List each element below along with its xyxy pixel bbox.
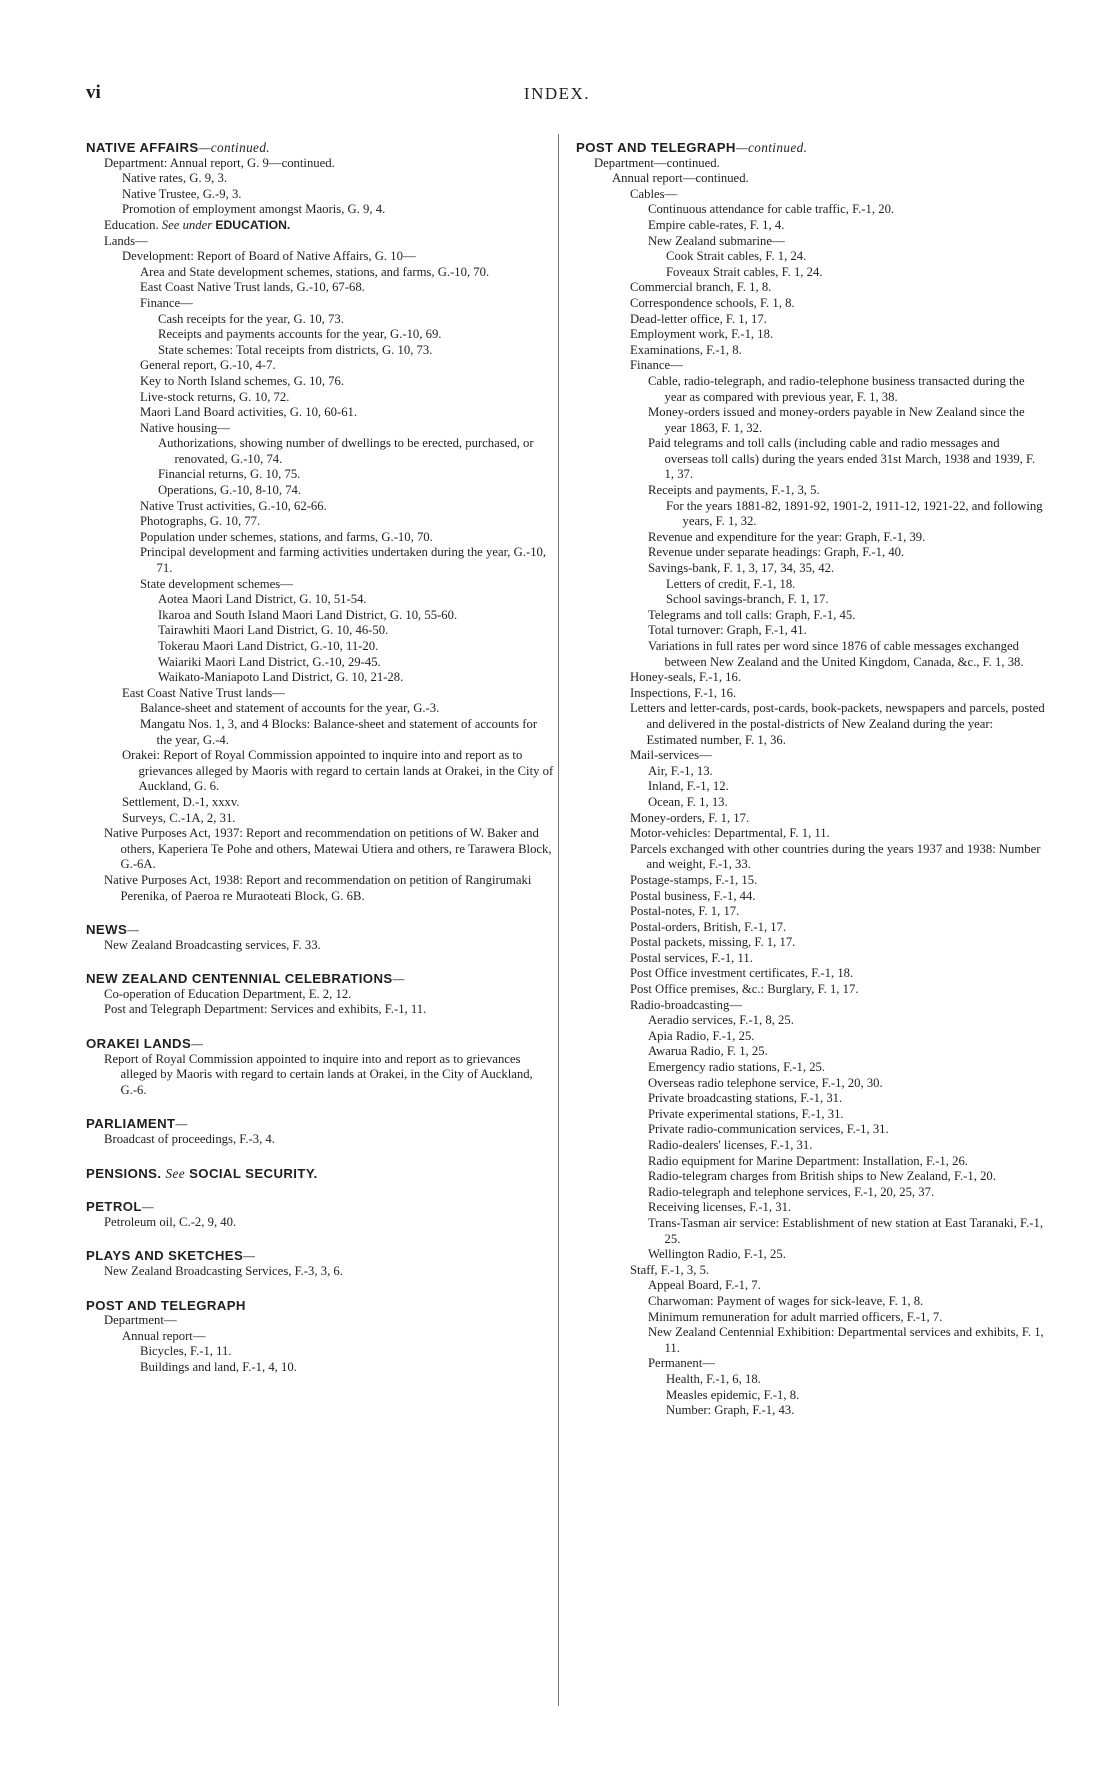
entry-text: Native Trustee, G.-9, 3. (122, 186, 242, 201)
entry-text: Postal services, F.-1, 11. (630, 950, 753, 965)
entry-text: School savings-branch, F. 1, 17. (666, 592, 829, 607)
entry-text: Population under schemes, stations, and farms, G.-10, 70. (140, 529, 433, 544)
see-reference-label: See under (161, 217, 213, 232)
entry-text: Post and Telegraph Department: Services and exhibits, F.-1, 11. (104, 1002, 427, 1017)
index-entry (104, 1215, 554, 1231)
index-entry (648, 218, 1046, 234)
index-entry (122, 686, 554, 702)
entry-text: Foveaux Strait cables, F. 1, 24. (666, 264, 823, 279)
entry-text: Promotion of employment amongst Maoris, G. 9, 4. (122, 202, 386, 217)
index-entry (648, 623, 1046, 639)
entry-text: Correspondence schools, F. 1, 8. (630, 295, 795, 310)
index-heading (576, 140, 1046, 156)
index-entry (140, 701, 554, 717)
index-entry (140, 545, 554, 576)
index-entry (158, 592, 554, 608)
entry-text: Area and State development schemes, stations, and farms, G.-10, 70. (140, 264, 490, 279)
index-entry (648, 1029, 1046, 1045)
index-entry (140, 1360, 554, 1376)
index-column-left (86, 140, 554, 1376)
entry-text: Inspections, F.-1, 16. (630, 685, 737, 700)
index-entry (140, 358, 554, 374)
index-entry (648, 779, 1046, 795)
index-entry (104, 826, 554, 873)
entry-text: Measles epidemic, F.-1, 8. (666, 1387, 800, 1402)
index-entry (140, 530, 554, 546)
index-entry (104, 1002, 554, 1018)
entry-text: Tairawhiti Maori Land District, G. 10, 46-50. (158, 623, 389, 638)
entry-text: Continuous attendance for cable traffic, F.-1, 20. (648, 202, 895, 217)
entry-text: Money-orders, F. 1, 17. (630, 810, 750, 825)
index-entry (140, 421, 554, 437)
entry-text: Radio-dealers' licenses, F.-1, 31. (648, 1138, 813, 1152)
entry-text: New Zealand Centennial Exhibition: Departmental services and exhibits, F. 1, 11. (648, 1325, 1044, 1355)
index-entry (648, 530, 1046, 546)
index-entry (122, 249, 554, 265)
entry-text: Radio-telegram charges from British ships to New Zealand, F.-1, 20. (648, 1169, 996, 1184)
entry-text: Annual report— (122, 1328, 206, 1343)
entry-text: Surveys, C.-1A, 2, 31. (122, 810, 236, 825)
index-entry (158, 639, 554, 655)
entry-text: Finance— (140, 295, 193, 310)
entry-text: Post Office premises, &c.: Burglary, F. 1, 17. (630, 982, 859, 997)
entry-text: East Coast Native Trust lands— (122, 685, 285, 700)
index-entry (122, 1329, 554, 1345)
entry-text: Department: Annual report, G. 9—continued. (104, 155, 335, 170)
entry-text: Honey-seals, F.-1, 16. (630, 670, 742, 685)
index-entry (140, 405, 554, 421)
entry-text: Radio equipment for Marine Department: Installation, F.-1, 26. (648, 1153, 968, 1168)
entry-text: Native Purposes Act, 1938: Report and recommendation on petition of Rangirumaki Perenika, of Paeroa re Muraoteati Block, G. 6B. (104, 872, 532, 903)
entry-text: Post Office investment certificates, F.-1, 18. (630, 966, 854, 981)
heading-suffix: — (243, 1248, 256, 1264)
entry-text: Petroleum oil, C.-2, 9, 40. (104, 1214, 237, 1229)
index-entry (158, 312, 554, 328)
entry-text: For the years 1881-82, 1891-92, 1901-2, 1911-12, 1921-22, and following years, F. 1, 32. (666, 498, 1043, 529)
index-heading (86, 1166, 554, 1182)
index-entry (630, 701, 1046, 748)
heading-text: NEW ZEALAND CENTENNIAL CELEBRATIONS (86, 971, 393, 987)
index-entry (158, 436, 554, 467)
index-entry (104, 873, 554, 904)
index-entry (158, 655, 554, 671)
entry-text: Postal-orders, British, F.-1, 17. (630, 919, 787, 934)
entry-text: Employment work, F.-1, 18. (630, 327, 774, 342)
index-entry (630, 842, 1046, 873)
entry-text: Cash receipts for the year, G. 10, 73. (158, 311, 344, 326)
index-entry (104, 987, 554, 1003)
heading-text: POST AND TELEGRAPH (86, 1297, 246, 1313)
entry-text: Awarua Radio, F. 1, 25. (648, 1044, 768, 1059)
index-entry (104, 1313, 554, 1329)
index-entry (140, 514, 554, 530)
index-entry (630, 312, 1046, 328)
index-entry (648, 795, 1046, 811)
index-entry (630, 187, 1046, 203)
heading-suffix: — (127, 922, 140, 938)
index-entry (140, 717, 554, 748)
entry-text: Ikaroa and South Island Maori Land District, G. 10, 55-60. (158, 607, 458, 622)
index-entry (666, 1372, 1046, 1388)
entry-text: Buildings and land, F.-1, 4, 10. (140, 1359, 297, 1374)
entry-text: Mangatu Nos. 1, 3, and 4 Blocks: Balance-sheet and statement of accounts for the year, G.-4. (140, 716, 538, 747)
index-entry (666, 499, 1046, 530)
entry-text: Department—continued. (594, 155, 720, 170)
entry-text: Live-stock returns, G. 10, 72. (140, 389, 290, 404)
index-entry (630, 343, 1046, 359)
index-entry (140, 280, 554, 296)
heading-suffix: — (141, 1199, 155, 1215)
index-column-right (576, 140, 1046, 1419)
index-entry (122, 187, 554, 203)
entry-text: Paid telegrams and toll calls (including cable and radio messages and overseas toll calls) during the years ended 31st March, 1938 and 1939, F. 1, 37. (648, 436, 1036, 482)
entry-text: Bicycles, F.-1, 11. (140, 1344, 232, 1359)
index-entry (648, 1278, 1046, 1294)
index-entry (630, 1263, 1046, 1279)
index-entry (648, 561, 1046, 577)
index-entry (594, 156, 1046, 172)
index-entry (648, 1247, 1046, 1263)
entry-text: Radio-broadcasting— (630, 997, 743, 1012)
entry-text: Settlement, D.-1, xxxv. (122, 794, 240, 809)
index-entry (158, 343, 554, 359)
entry-text: Lands— (104, 233, 148, 248)
entry-text: Finance— (630, 358, 683, 373)
entry-text: Financial returns, G. 10, 75. (158, 467, 301, 482)
entry-text: Overseas radio telephone service, F.-1, 20, 30. (648, 1075, 883, 1090)
index-entry (630, 935, 1046, 951)
entry-text: New Zealand Broadcasting services, F. 33. (104, 937, 321, 952)
entry-text: Native rates, G. 9, 3. (122, 171, 227, 186)
index-entry (630, 873, 1046, 889)
entry-text: Cable, radio-telegraph, and radio-telephone business transacted during the year as compared with previous year, F. 1, 38. (648, 373, 1025, 404)
index-entry (140, 499, 554, 515)
index-entry (104, 218, 554, 234)
index-entry (648, 234, 1046, 250)
entry-text: Photographs, G. 10, 77. (140, 514, 261, 529)
index-entry (648, 1310, 1046, 1326)
entry-text: Parcels exchanged with other countries during the years 1937 and 1938: Number and weight, F.-1, 33. (630, 841, 1041, 872)
entry-text: Health, F.-1, 6, 18. (666, 1371, 761, 1386)
index-entry (122, 202, 554, 218)
index-heading (86, 1036, 554, 1052)
entry-text: Native housing— (140, 420, 230, 435)
index-heading (86, 1199, 554, 1215)
index-entry (648, 1185, 1046, 1201)
index-entry (140, 577, 554, 593)
index-entry (630, 982, 1046, 998)
entry-text: Annual report—continued. (612, 171, 749, 186)
index-entry (648, 1060, 1046, 1076)
index-entry (648, 1044, 1046, 1060)
index-entry (140, 265, 554, 281)
index-entry (648, 1154, 1046, 1170)
entry-text: Trans-Tasman air service: Establishment of new station at East Taranaki, F.-1, 25. (648, 1215, 1044, 1246)
entry-text: Authorizations, showing number of dwellings to be erected, purchased, or renovated, G.-10, 74. (158, 436, 534, 466)
index-entry (648, 436, 1046, 483)
entry-text: Revenue and expenditure for the year: Graph, F.-1, 39. (648, 529, 926, 544)
index-heading (86, 971, 554, 987)
page-number: vi (86, 82, 101, 103)
index-entry (104, 156, 554, 172)
index-entry (104, 1264, 554, 1280)
index-entry (158, 467, 554, 483)
index-heading (86, 1298, 554, 1314)
entry-text: Mail-services— (630, 748, 712, 763)
entry-text: Postal packets, missing, F. 1, 17. (630, 935, 796, 950)
entry-text: New Zealand submarine— (648, 233, 785, 248)
index-entry (666, 1388, 1046, 1404)
index-entry (158, 608, 554, 624)
index-heading (86, 140, 554, 156)
index-entry (158, 670, 554, 686)
entry-text: Money-orders issued and money-orders payable in New Zealand since the year 1863, F. 1, 32. (648, 405, 1025, 435)
index-heading (86, 1248, 554, 1264)
page-title: INDEX. (523, 84, 591, 103)
entry-text: Development: Report of Board of Native Affairs, G. 10— (122, 249, 416, 264)
heading-text: POST AND TELEGRAPH (576, 140, 736, 155)
index-entry (648, 1076, 1046, 1092)
index-entry (666, 592, 1046, 608)
heading-text: PARLIAMENT (86, 1116, 176, 1132)
heading-text: NEWS (86, 922, 128, 938)
entry-text: Charwoman: Payment of wages for sick-leave, F. 1, 8. (648, 1293, 924, 1308)
index-entry (648, 1013, 1046, 1029)
index-entry (630, 670, 1046, 686)
index-entry (630, 280, 1046, 296)
entry-text: Native Trust activities, G.-10, 62-66. (140, 498, 327, 513)
entry-text: Private experimental stations, F.-1, 31. (648, 1106, 844, 1121)
entry-text: Empire cable-rates, F. 1, 4. (648, 217, 785, 232)
entry-text: Apia Radio, F.-1, 25. (648, 1028, 755, 1043)
index-entry (630, 358, 1046, 374)
entry-text: Maori Land Board activities, G. 10, 60-61. (140, 405, 358, 420)
index-entry (666, 577, 1046, 593)
index-entry (648, 639, 1046, 670)
heading-suffix: — (175, 1116, 188, 1132)
index-entry (630, 296, 1046, 312)
entry-text: Letters and letter-cards, post-cards, book-packets, newspapers and parcels, posted and delivered in the postal-districts of New Zealand during the year: Estimated number, F. 1, 36. (630, 701, 1045, 747)
heading-suffix: — (191, 1036, 204, 1052)
entry-text: General report, G.-10, 4-7. (140, 358, 276, 373)
index-entry (104, 234, 554, 250)
index-entry (158, 327, 554, 343)
entry-text: Principal development and farming activities undertaken during the year, G.-10, 71. (140, 545, 547, 576)
entry-text: Emergency radio stations, F.-1, 25. (648, 1060, 826, 1075)
entry-text: Revenue under separate headings: Graph, F.-1, 40. (648, 545, 905, 560)
index-entry (630, 748, 1046, 764)
entry-text: Permanent— (648, 1356, 715, 1371)
index-entry (122, 748, 554, 795)
entry-text: Receipts and payments, F.-1, 3, 5. (648, 483, 820, 498)
index-entry (648, 1294, 1046, 1310)
heading-text: ORAKEI LANDS (86, 1036, 192, 1052)
index-entry (140, 296, 554, 312)
column-divider (558, 134, 559, 1706)
index-entry (122, 171, 554, 187)
entry-text: Staff, F.-1, 3, 5. (630, 1262, 710, 1277)
index-entry (648, 1169, 1046, 1185)
entry-text: Examinations, F.-1, 8. (630, 342, 742, 357)
entry-text: Postal-notes, F. 1, 17. (630, 904, 740, 919)
index-entry (648, 608, 1046, 624)
heading-text: PLAYS AND SKETCHES (86, 1248, 244, 1264)
entry-text: New Zealand Broadcasting Services, F.-3, 3, 6. (104, 1264, 343, 1278)
index-entry (648, 1325, 1046, 1356)
index-entry (630, 920, 1046, 936)
entry-text: Tokerau Maori Land District, G.-10, 11-20. (158, 639, 379, 653)
entry-text: Savings-bank, F. 1, 3, 17, 34, 35, 42. (648, 561, 835, 576)
entry-text: Receipts and payments accounts for the year, G.-10, 69. (158, 327, 442, 342)
see-reference-target: SOCIAL SECURITY. (189, 1165, 318, 1181)
entry-text: Aeradio services, F.-1, 8, 25. (648, 1013, 794, 1028)
heading-text: NATIVE AFFAIRS (86, 140, 199, 155)
entry-text: Co-operation of Education Department, E. 2, 12. (104, 986, 352, 1001)
see-reference-target: EDUCATION. (215, 217, 291, 232)
index-entry (630, 951, 1046, 967)
entry-text: Ocean, F. 1, 13. (648, 794, 728, 809)
index-entry (648, 545, 1046, 561)
index-entry (648, 1200, 1046, 1216)
entry-text: Appeal Board, F.-1, 7. (648, 1278, 761, 1293)
entry-text: State schemes: Total receipts from districts, G. 10, 73. (158, 342, 433, 357)
entry-text: Postal business, F.-1, 44. (630, 888, 756, 903)
index-entry (648, 1216, 1046, 1247)
index-entry (648, 1091, 1046, 1107)
entry-text: Commercial branch, F. 1, 8. (630, 280, 772, 295)
index-entry (648, 483, 1046, 499)
index-entry (140, 374, 554, 390)
index-entry (122, 795, 554, 811)
index-entry (140, 390, 554, 406)
index-entry (648, 1138, 1046, 1154)
index-entry (630, 998, 1046, 1014)
entry-text: Variations in full rates per word since 1876 of cable messages exchanged between New Zealand and the United Kingdom, Canada, &c., F. 1, 38. (648, 639, 1024, 669)
index-entry (104, 1132, 554, 1148)
entry-text: Wellington Radio, F.-1, 25. (648, 1247, 786, 1262)
index-entry (630, 826, 1046, 842)
entry-text: Cables— (630, 186, 678, 201)
index-entry (648, 405, 1046, 436)
index-entry (630, 889, 1046, 905)
index-entry (648, 1356, 1046, 1372)
index-heading (86, 922, 554, 938)
entry-text: Radio-telegraph and telephone services, F.-1, 20, 25, 37. (648, 1184, 935, 1199)
entry-text: Education. (104, 217, 159, 232)
entry-text: Aotea Maori Land District, G. 10, 51-54. (158, 592, 367, 607)
index-entry (666, 1403, 1046, 1419)
entry-text: Receiving licenses, F.-1, 31. (648, 1200, 792, 1215)
heading-text: PENSIONS. (86, 1165, 162, 1181)
index-entry (612, 171, 1046, 187)
entry-text: Inland, F.-1, 12. (648, 779, 729, 794)
entry-text: Letters of credit, F.-1, 18. (666, 576, 796, 591)
entry-text: Dead-letter office, F. 1, 17. (630, 311, 767, 326)
index-entry (104, 938, 554, 954)
index-entry (648, 374, 1046, 405)
heading-suffix: — (392, 971, 405, 987)
entry-text: Motor-vehicles: Departmental, F. 1, 11. (630, 826, 830, 841)
entry-text: Report of Royal Commission appointed to inquire into and report as to grievances alleged by Maoris with regard to certain lands at Orakei, in the City of Auckland, G.-6. (104, 1051, 533, 1097)
see-reference-label: See (165, 1165, 186, 1181)
index-entry (648, 764, 1046, 780)
index-entry (104, 1052, 554, 1099)
index-entry (122, 811, 554, 827)
index-heading (86, 1116, 554, 1132)
index-entry (630, 811, 1046, 827)
entry-text: Key to North Island schemes, G. 10, 76. (140, 373, 345, 388)
entry-text: Total turnover: Graph, F.-1, 41. (648, 623, 807, 638)
index-entry (666, 265, 1046, 281)
entry-text: Minimum remuneration for adult married officers, F.-1, 7. (648, 1309, 943, 1324)
heading-suffix: —continued. (735, 140, 808, 155)
index-entry (630, 966, 1046, 982)
entry-text: Telegrams and toll calls: Graph, F.-1, 45. (648, 607, 856, 622)
index-entry (630, 904, 1046, 920)
index-entry (648, 1122, 1046, 1138)
entry-text: Waikato-Maniapoto Land District, G. 10, 21-28. (158, 670, 404, 685)
index-entry (648, 202, 1046, 218)
entry-text: Waiariki Maori Land District, G.-10, 29-45. (158, 654, 381, 669)
entry-text: Orakei: Report of Royal Commission appointed to inquire into and report as to grievances alleged by Maoris with regard to certain lands at Orakei, in the City of Auckland, G. 6. (122, 748, 554, 794)
index-entry (630, 327, 1046, 343)
heading-text: PETROL (86, 1199, 142, 1215)
index-entry (648, 1107, 1046, 1123)
entry-text: Cook Strait cables, F. 1, 24. (666, 249, 807, 264)
index-entry (666, 249, 1046, 265)
entry-text: Native Purposes Act, 1937: Report and recommendation on petitions of W. Baker and others, Kaperiera Te Pohe and others, Matewai Utiera and others, re Tarawera Block, G.-6A. (104, 826, 552, 872)
entry-text: Private broadcasting stations, F.-1, 31. (648, 1091, 843, 1106)
entry-text: Air, F.-1, 13. (648, 763, 713, 778)
entry-text: Department— (104, 1313, 177, 1328)
index-entry (630, 686, 1046, 702)
entry-text: East Coast Native Trust lands, G.-10, 67-68. (140, 280, 365, 295)
entry-text: Balance-sheet and statement of accounts for the year, G.-3. (140, 701, 440, 716)
index-entry (158, 483, 554, 499)
entry-text: State development schemes— (140, 576, 293, 591)
entry-text: Postage-stamps, F.-1, 15. (630, 872, 758, 887)
entry-text: Broadcast of proceedings, F.-3, 4. (104, 1132, 275, 1147)
entry-text: Operations, G.-10, 8-10, 74. (158, 483, 302, 498)
entry-text: Number: Graph, F.-1, 43. (666, 1403, 795, 1418)
index-entry (158, 623, 554, 639)
index-entry (140, 1344, 554, 1360)
heading-suffix: —continued. (198, 140, 271, 155)
entry-text: Private radio-communication services, F.-1, 31. (648, 1122, 889, 1137)
